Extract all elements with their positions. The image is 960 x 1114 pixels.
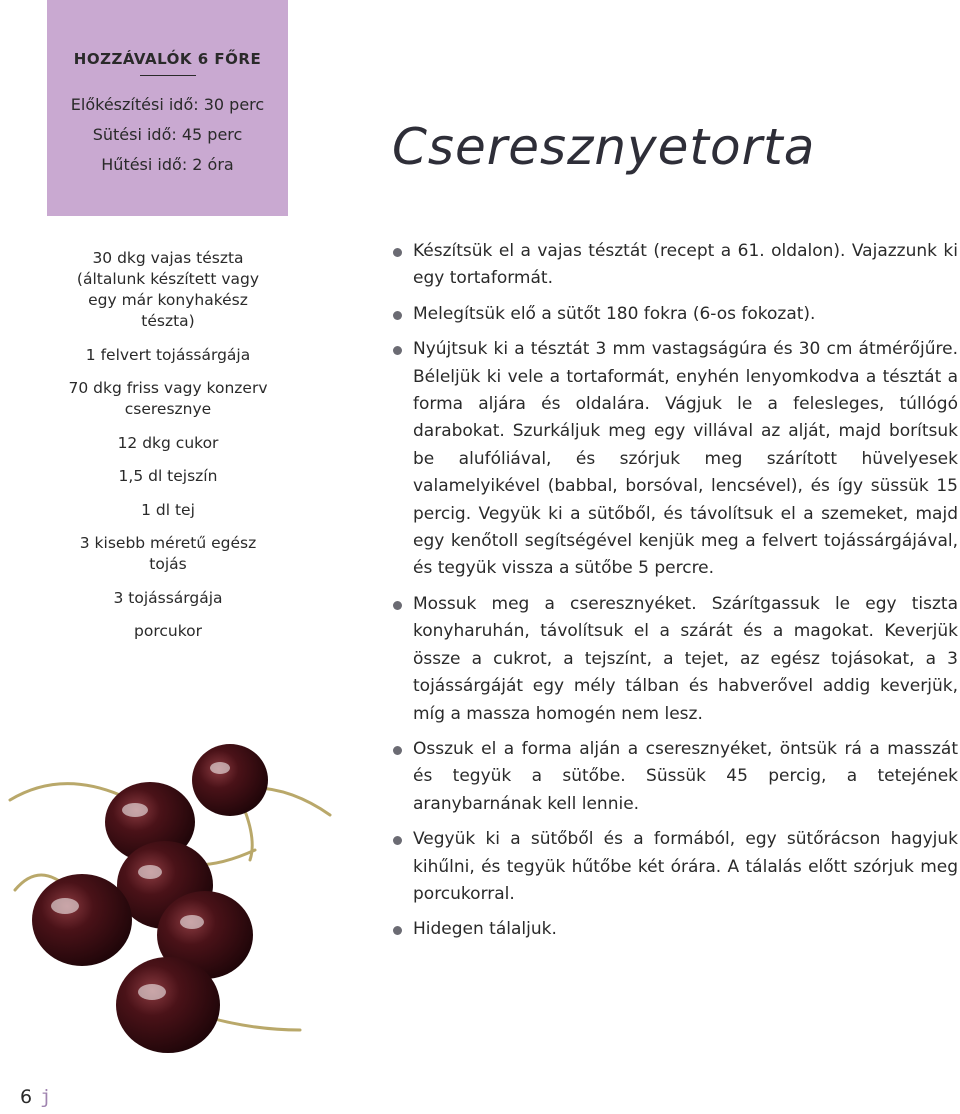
instruction-step [392,336,958,583]
step-text: Melegítsük elő a sütőt 180 fokra (6-os fokozat). [413,303,816,324]
recipe-title: Cseresznyetorta [392,118,816,176]
bullet-icon [393,926,402,935]
ingredient-item: 70 dkg friss vagy konzerv cseresznye [68,379,268,418]
ingredient-item: 12 dkg cukor [117,433,219,452]
ingredient-item: 3 kisebb méretű egész tojás [79,534,257,573]
chill-time: Hűtési idő: 2 óra [101,155,234,174]
step-text: Készítsük el a vajas tésztát (recept a 61. oldalon). Vajazzunk ki egy tortaformát. [413,241,958,289]
bake-time: Sütési idő: 45 perc [92,125,243,144]
ingredient-list [62,248,274,655]
bullet-icon [393,311,402,320]
instruction-step [392,916,958,943]
cherries-photo [0,730,345,1070]
page-marker: j [40,1086,52,1108]
ingredient-item: porcukor [134,622,202,640]
heading-divider [140,75,196,76]
servings-heading: HOZZÁVALÓK 6 FŐRE [73,50,262,68]
instruction-step [392,301,958,328]
ingredient-item: 1 felvert tojássárgája [85,345,251,364]
bullet-icon [393,346,402,355]
page-number: 6 [20,1086,33,1108]
instruction-list [392,238,958,952]
instruction-step [392,238,958,293]
step-text: Osszuk el a forma alján a cseresznyéket, öntsük rá a masszát és tegyük a sütőbe. Süssük 45 percig, a tetejének aranybarnának kell lennie. [413,738,958,814]
instruction-step [392,591,958,728]
step-text: Hidegen tálaljuk. [413,919,557,940]
ingredient-item: 1,5 dl tejszín [118,467,218,485]
prep-info-box [47,0,288,216]
step-text: Mossuk meg a cseresznyéket. Szárítgassuk le egy tiszta konyharuhán, távolítsuk el a szárát és a magokat. Keverjük össze a cukrot, a tejszínt, a tejet, az egész tojásokat, a 3 tojássárgáját egy mély tálban és habverővel addig keverjük, míg a massza homogén nem lesz. [413,593,958,724]
bullet-icon [393,601,402,610]
bullet-icon [393,746,402,755]
step-text: Nyújtsuk ki a tésztát 3 mm vastagságúra és 30 cm átmérőjűre. Béleljük ki vele a tortaformát, enyhén lenyomkodva a tésztát a forma aljára és oldalára. Vágjuk le a felesleges, túllógó darabokat. Szurkáljuk meg egy villával az alját, majd borítsuk be alufóliával, és szórjuk meg szárított hüvelyesek valamelyikével (babbal, borsóval, lencsével), és így süssük 15 percig. Vegyük ki a sütőből, és távolítsuk el a szemeket, majd egy kenőtoll segítségével kenjük meg a felvert tojássárgájával, és tegyük vissza a sütőbe 5 percre. [413,339,958,579]
ingredient-item: 1 dl tej [141,500,195,519]
bullet-icon [393,836,402,845]
step-text: Vegyük ki a sütőből és a formából, egy sütőrácson hagyjuk kihűlni, és tegyük hűtőbe két órára. A tálalás előtt szórjuk meg porcukorral. [413,829,958,904]
ingredient-item: 3 tojássárgája [113,588,223,607]
instruction-step [392,736,958,818]
ingredient-item: 30 dkg vajas tészta (általunk készített vagy egy már konyhakész tészta) [76,249,260,330]
bullet-icon [393,248,402,257]
instruction-step [392,826,958,908]
prep-time: Előkészítési idő: 30 perc [70,95,265,114]
